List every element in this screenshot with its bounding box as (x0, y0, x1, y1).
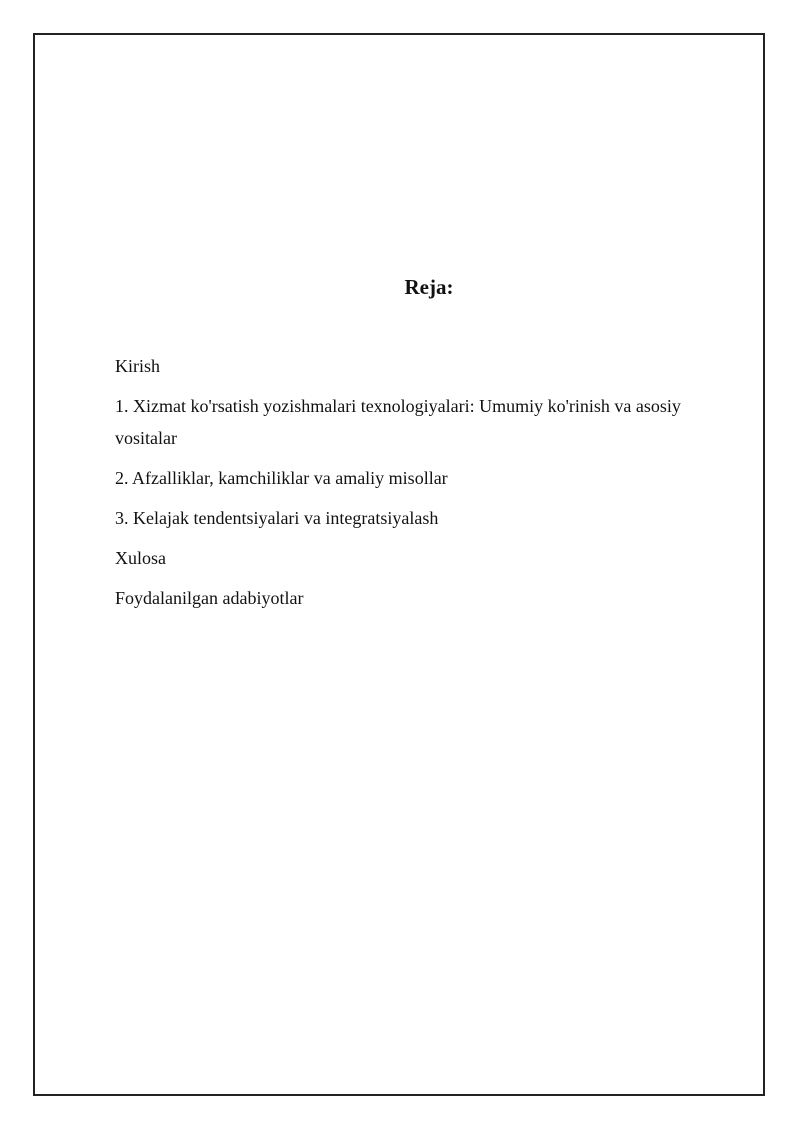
toc-item-conclusion: Xulosa (115, 548, 166, 568)
page-title: Reja: (404, 275, 454, 299)
table-of-contents (115, 350, 725, 622)
toc-item-introduction: Kirish (115, 356, 160, 376)
toc-item-chapter-1: 1. Xizmat ko'rsatish yozishmalari texnologiyalari: Umumiy ko'rinish va asosiy vositalar (115, 396, 681, 448)
toc-item-chapter-3: 3. Kelajak tendentsiyalari va integratsiyalash (115, 508, 439, 528)
toc-item-chapter-2: 2. Afzalliklar, kamchiliklar va amaliy misollar (115, 468, 448, 488)
toc-item-references: Foydalanilgan adabiyotlar (115, 588, 304, 608)
